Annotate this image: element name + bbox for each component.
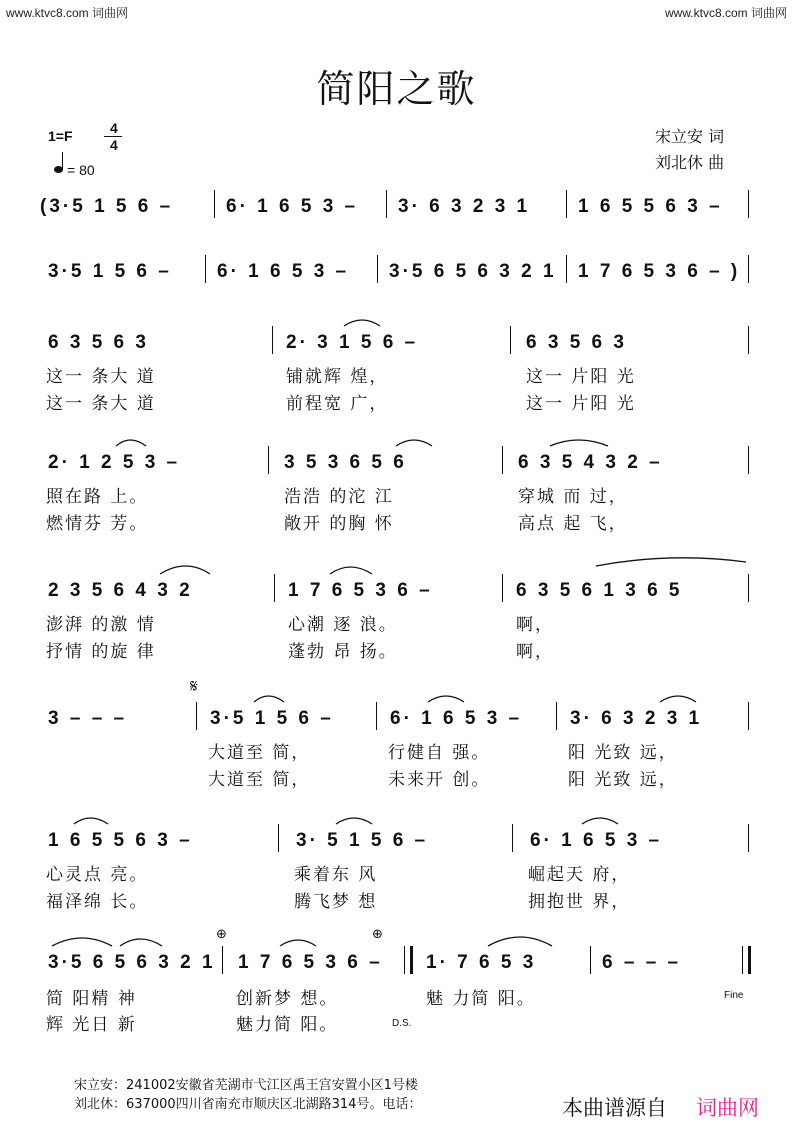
lyric-verse-2: 前程宽 广， <box>286 394 389 414</box>
barline <box>748 702 749 730</box>
barline <box>377 255 378 283</box>
lyric-verse-1: 魅 力简 阳。 <box>426 989 536 1009</box>
lyric-verse-2: 福泽绵 长。 <box>46 892 149 912</box>
lyric-verse-2: 这一 条大 道 <box>46 394 156 414</box>
lyric-verse-2: 抒情 的旋 律 <box>46 642 156 662</box>
measure: 3·5 1 5 6 – <box>210 708 334 729</box>
lyricist-credit: 宋立安 词 <box>655 127 725 146</box>
measure: 6 3 5 6 1 3 6 5 <box>516 580 683 601</box>
barline <box>196 702 197 730</box>
tie-slur <box>74 818 108 824</box>
barline <box>512 824 513 852</box>
lyric-verse-2: 蓬勃 昂 扬。 <box>288 642 398 662</box>
tie-slur <box>116 440 146 446</box>
measure: 3· 6 3 2 3 1 <box>398 196 531 217</box>
footer-lyricist-address: 宋立安：241002安徽省芜湖市弋江区禹王宫安置小区1号楼 <box>74 1078 418 1093</box>
tie-slur <box>550 440 608 446</box>
measure: 6 3 5 6 3 <box>48 332 149 353</box>
measure: 3· 6 3 2 3 1 <box>570 708 703 729</box>
watermark-source: 本曲谱源自 <box>562 1096 667 1120</box>
watermark-site: 词曲网 <box>696 1096 759 1120</box>
tie-slur <box>120 939 162 946</box>
measure: 3·5 1 5 6 – <box>48 261 172 282</box>
lyric-verse-1: 啊， <box>516 615 554 635</box>
barline <box>566 190 567 218</box>
barline <box>748 190 749 218</box>
lyric-verse-1: 铺就辉 煌， <box>286 367 389 387</box>
barline <box>748 574 749 602</box>
time-signature-line <box>104 136 122 137</box>
lyric-verse-2: 辉 光日 新 <box>46 1015 137 1035</box>
measure: 1 6 5 5 6 3 – <box>578 196 723 217</box>
measure: 6· 1 6 5 3 – <box>390 708 523 729</box>
barline <box>386 190 387 218</box>
measure: 1 7 6 5 3 6 – <box>288 580 433 601</box>
ds-marking: D.S. <box>392 1018 412 1029</box>
final-barline-thin <box>742 946 743 974</box>
barline <box>748 824 749 852</box>
barline <box>222 946 223 974</box>
barline <box>590 946 591 974</box>
measure: 3· 5 1 5 6 – <box>296 830 429 851</box>
barline <box>566 255 567 283</box>
measure: 2· 1 2 5 3 – <box>48 452 181 473</box>
tie-slur <box>160 566 210 574</box>
lyric-verse-2: 大道至 简， <box>208 770 311 790</box>
time-signature-top: 4 <box>110 120 118 136</box>
measure: (3·5 1 5 6 – <box>40 196 174 217</box>
lyric-verse-2: 啊， <box>516 642 554 662</box>
measure: 3 5 3 6 5 6 <box>284 452 407 473</box>
lyric-verse-1: 行健自 强。 <box>388 743 491 763</box>
coda-icon: ⊕ <box>372 927 383 942</box>
lyric-verse-1: 澎湃 的激 情 <box>46 615 156 635</box>
quarter-note-stem <box>62 152 63 170</box>
tie-slur <box>660 696 696 702</box>
tie-slur <box>330 567 372 574</box>
measure: 1· 7 6 5 3 <box>426 952 537 973</box>
tie-slur <box>280 940 316 946</box>
lyric-verse-1: 这一 片阳 光 <box>526 367 636 387</box>
barline <box>502 446 503 474</box>
tie-slur <box>582 818 618 824</box>
lyric-verse-2: 未来开 创。 <box>388 770 491 790</box>
barline <box>272 326 273 354</box>
lyric-verse-2: 拥抱世 界， <box>528 892 631 912</box>
barline <box>748 326 749 354</box>
footer-composer-address: 刘北休：637000四川省南充市顺庆区北湖路314号。电话： <box>74 1097 422 1112</box>
watermark-top-right: www.ktvc8.com 词曲网 <box>664 6 787 20</box>
lyric-verse-2: 腾飞梦 想 <box>294 892 378 912</box>
measure: 3·5 6 5 6 3 2 1 <box>389 261 557 282</box>
lyric-verse-1: 心潮 逐 浪。 <box>288 615 398 635</box>
barline <box>748 255 749 283</box>
song-title: 简阳之歌 <box>316 67 477 111</box>
lyric-verse-1: 这一 条大 道 <box>46 367 156 387</box>
lyric-verse-1: 心灵点 亮。 <box>46 865 149 885</box>
time-signature-bottom: 4 <box>110 137 118 153</box>
lyric-verse-1: 乘着东 风 <box>294 865 378 885</box>
repeat-barline <box>410 946 413 974</box>
repeat-barline-thin <box>404 946 405 974</box>
final-barline-heavy <box>748 946 751 974</box>
tie-slur <box>396 440 432 446</box>
tie-slur <box>52 938 112 946</box>
tie-slur <box>488 937 552 946</box>
tempo-marking: = 80 <box>67 162 95 178</box>
watermark-top-left: www.ktvc8.com 词曲网 <box>6 6 129 20</box>
lyric-verse-1: 照在路 上。 <box>46 487 149 507</box>
barline <box>278 824 279 852</box>
lyric-verse-2: 高点 起 飞， <box>518 514 628 534</box>
lyric-verse-2: 燃情芬 芳。 <box>46 514 149 534</box>
tie-slur <box>336 818 372 824</box>
lyric-verse-2: 这一 片阳 光 <box>526 394 636 414</box>
lyric-verse-2: 敞开 的胸 怀 <box>284 514 394 534</box>
measure: 6· 1 6 5 3 – <box>217 261 350 282</box>
coda-icon: ⊕ <box>216 927 227 942</box>
barline <box>214 190 215 218</box>
composer-credit: 刘北休 曲 <box>655 153 725 172</box>
tie-slur <box>596 558 746 566</box>
measure: 6 – – – <box>602 952 682 973</box>
barline <box>510 326 511 354</box>
lyric-verse-1: 阳 光致 远， <box>568 743 678 763</box>
barline <box>556 702 557 730</box>
lyric-verse-2: 阳 光致 远， <box>568 770 678 790</box>
barline <box>748 446 749 474</box>
lyric-verse-2: 魅力简 阳。 <box>236 1015 339 1035</box>
tie-slur <box>344 320 380 326</box>
barline <box>376 702 377 730</box>
measure: 2· 3 1 5 6 – <box>286 332 419 353</box>
measure: 6 3 5 6 3 <box>526 332 627 353</box>
barline <box>274 574 275 602</box>
measure: 3·5 6 5 6 3 2 1 <box>48 952 216 973</box>
lyric-verse-1: 浩浩 的沱 江 <box>284 487 394 507</box>
measure: 6· 1 6 5 3 – <box>530 830 663 851</box>
measure: 6 3 5 4 3 2 – <box>518 452 663 473</box>
barline <box>502 574 503 602</box>
barline <box>268 446 269 474</box>
lyric-verse-1: 大道至 简， <box>208 743 311 763</box>
measure: 1 6 5 5 6 3 – <box>48 830 193 851</box>
measure: 1 7 6 5 3 6 – <box>238 952 383 973</box>
tie-slur <box>428 696 464 702</box>
lyric-verse-1: 崛起天 府， <box>528 865 631 885</box>
measure: 3 – – – <box>48 708 128 729</box>
measure: 1 7 6 5 3 6 – ) <box>578 261 741 282</box>
barline <box>205 255 206 283</box>
measure: 6· 1 6 5 3 – <box>226 196 359 217</box>
lyric-verse-1: 简 阳精 神 <box>46 989 137 1009</box>
lyric-verse-1: 穿城 而 过， <box>518 487 628 507</box>
lyric-verse-1: 创新梦 想。 <box>236 989 339 1009</box>
fine-marking: Fine <box>724 990 744 1001</box>
measure: 2 3 5 6 4 3 2 <box>48 580 193 601</box>
tie-slur <box>254 696 284 702</box>
key-signature: 1=F <box>48 128 73 144</box>
segno-icon: 𝄋 <box>190 676 198 697</box>
